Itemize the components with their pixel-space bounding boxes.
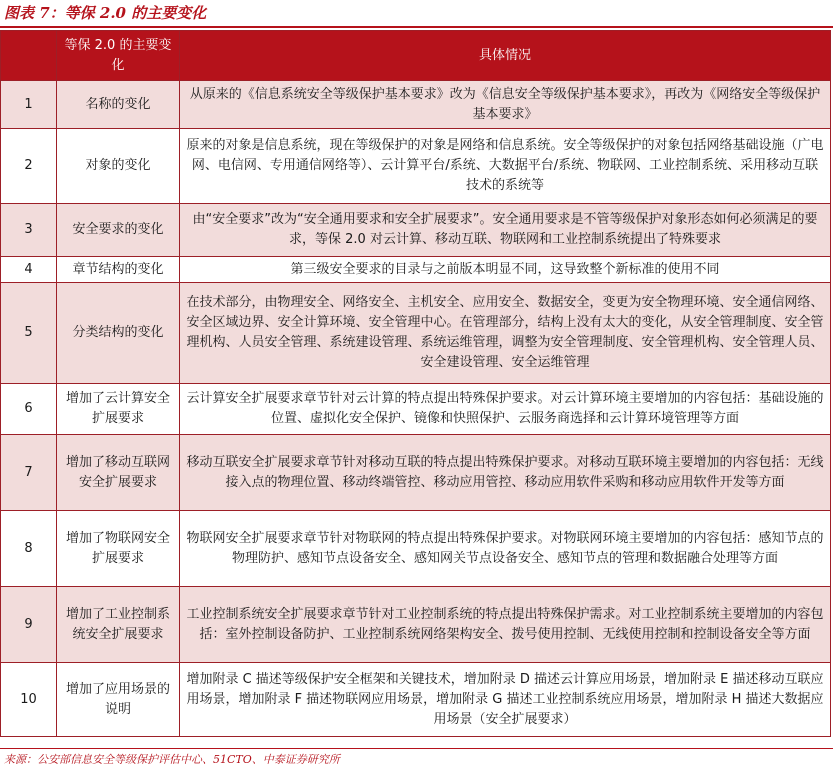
changes-table [0,30,831,737]
row-number: 6 [1,384,57,435]
row-number: 9 [1,587,57,663]
row-change: 增加了工业控制系统安全扩展要求 [57,587,180,663]
table-row [1,257,831,283]
row-number: 5 [1,283,57,384]
table-row [1,283,831,384]
table-row [1,511,831,587]
row-number: 7 [1,435,57,511]
row-detail: 从原来的《信息系统安全等级保护基本要求》改为《信息安全等级保护基本要求》，再改为《网络安全等级保护基本要求》 [180,81,831,129]
table-row [1,663,831,737]
row-detail: 云计算安全扩展要求章节针对云计算的特点提出特殊保护要求。对云计算环境主要增加的内容包括：基础设施的位置、虚拟化安全保护、镜像和快照保护、云服务商选择和云计算环境管理等方面 [180,384,831,435]
row-change: 增加了移动互联网安全扩展要求 [57,435,180,511]
row-number: 3 [1,204,57,257]
row-detail: 增加附录 C 描述等级保护安全框架和关键技术，增加附录 D 描述云计算应用场景，增加附录 E 描述移动互联应用场景，增加附录 F 描述物联网应用场景，增加附录 G 描述工业控制系统应用场景，增加附录 H 描述大数据应用场景（安全扩展要求） [180,663,831,737]
row-change: 章节结构的变化 [57,257,180,283]
row-change: 对象的变化 [57,129,180,204]
row-number: 8 [1,511,57,587]
header-number [1,31,57,81]
title-divider [0,26,833,28]
row-detail: 第三级安全要求的目录与之前版本明显不同，这导致整个新标准的使用不同 [180,257,831,283]
table-header-row [1,31,831,81]
row-change: 增加了云计算安全扩展要求 [57,384,180,435]
table-row [1,384,831,435]
table-row [1,129,831,204]
header-detail: 具体情况 [180,31,831,81]
row-change: 名称的变化 [57,81,180,129]
row-detail: 移动互联安全扩展要求章节针对移动互联的特点提出特殊保护要求。对移动互联环境主要增加的内容包括：无线接入点的物理位置、移动终端管控、移动应用管控、移动应用软件采购和移动应用软件开发等方面 [180,435,831,511]
row-number: 2 [1,129,57,204]
row-number: 1 [1,81,57,129]
row-detail: 物联网安全扩展要求章节针对物联网的特点提出特殊保护要求。对物联网环境主要增加的内容包括：感知节点的物理防护、感知节点设备安全、感知网关节点设备安全、感知节点的管理和数据融合处理等方面 [180,511,831,587]
figure-title: 图表 7：等保 2.0 的主要变化 [4,4,207,22]
table-row [1,435,831,511]
row-change: 增加了物联网安全扩展要求 [57,511,180,587]
table-row [1,587,831,663]
table-row [1,204,831,257]
row-change: 分类结构的变化 [57,283,180,384]
row-detail: 工业控制系统安全扩展要求章节针对工业控制系统的特点提出特殊保护需求。对工业控制系统主要增加的内容包括：室外控制设备防护、工业控制系统网络架构安全、拨号使用控制、无线使用控制和控制设备安全等方面 [180,587,831,663]
row-change: 增加了应用场景的说明 [57,663,180,737]
row-detail: 原来的对象是信息系统，现在等级保护的对象是网络和信息系统。安全等级保护的对象包括网络基础设施（广电网、电信网、专用通信网络等）、云计算平台/系统、大数据平台/系统、物联网、工业控制系统、采用移动互联技术的系统等 [180,129,831,204]
table-row [1,81,831,129]
row-number: 4 [1,257,57,283]
source-note: 来源：公安部信息安全等级保护评估中心、51CTO、中泰证券研究所 [4,753,340,766]
footer-divider [0,748,833,749]
row-change: 安全要求的变化 [57,204,180,257]
header-change: 等保 2.0 的主要变化 [57,31,180,81]
row-detail: 在技术部分，由物理安全、网络安全、主机安全、应用安全、数据安全，变更为安全物理环境、安全通信网络、安全区域边界、安全计算环境、安全管理中心。在管理部分，结构上没有太大的变化，从安全管理制度、安全管理机构、人员安全管理、系统建设管理、系统运维管理，调整为安全管理制度、安全管理机构、安全管理人员、安全建设管理、安全运维管理 [180,283,831,384]
row-detail: 由“安全要求”改为“安全通用要求和安全扩展要求”。安全通用要求是不管等级保护对象形态如何必须满足的要求，等保 2.0 对云计算、移动互联、物联网和工业控制系统提出了特殊要求 [180,204,831,257]
row-number: 10 [1,663,57,737]
